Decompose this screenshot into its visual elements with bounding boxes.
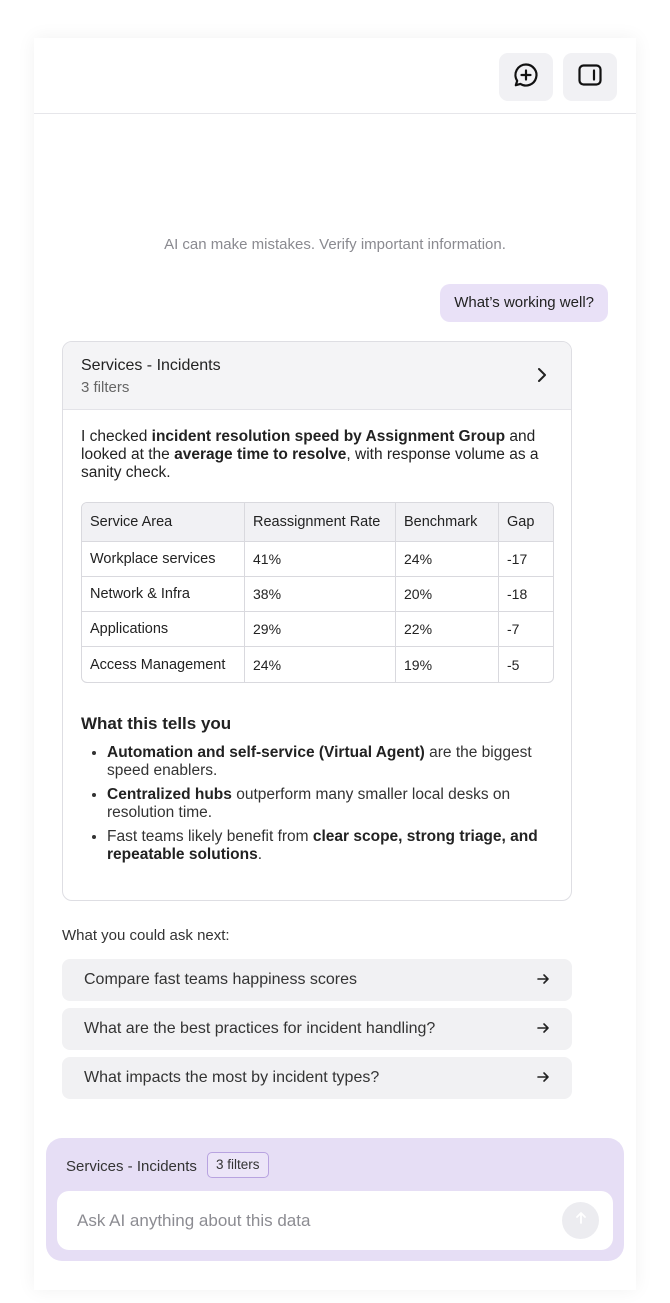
arrow-up-icon bbox=[574, 1211, 588, 1230]
table-cell: -18 bbox=[499, 577, 553, 612]
ai-disclaimer: AI can make mistakes. Verify important information. bbox=[164, 236, 506, 253]
table-cell: 29% bbox=[245, 612, 396, 647]
suggestion-text: Compare fast teams happiness scores bbox=[84, 971, 358, 988]
table-cell: -7 bbox=[499, 612, 553, 647]
table-cell: 38% bbox=[245, 577, 396, 612]
table-cell: Network & Infra bbox=[82, 577, 245, 612]
column-header: Service Area bbox=[82, 503, 245, 542]
chat-panel bbox=[34, 38, 636, 1290]
response-card bbox=[62, 341, 572, 901]
arrow-right-icon bbox=[536, 972, 550, 991]
sidebar-panel-icon bbox=[576, 61, 604, 94]
table-row bbox=[82, 577, 553, 612]
table-cell: 41% bbox=[245, 542, 396, 577]
column-header: Gap bbox=[499, 503, 553, 542]
ask-next-label: What you could ask next: bbox=[62, 927, 230, 944]
table-cell: Access Management bbox=[82, 647, 245, 682]
table-cell: Workplace services bbox=[82, 542, 245, 577]
insights-heading: What this tells you bbox=[81, 714, 232, 733]
table-row bbox=[82, 647, 553, 682]
column-header: Reassignment Rate bbox=[245, 503, 396, 542]
send-button[interactable] bbox=[562, 1202, 599, 1239]
column-header: Benchmark bbox=[396, 503, 499, 542]
suggestion-chip[interactable] bbox=[62, 959, 572, 1001]
chat-input-container bbox=[57, 1191, 613, 1250]
table-cell: Applications bbox=[82, 612, 245, 647]
response-body bbox=[63, 410, 571, 864]
context-dataset-label: Services - Incidents bbox=[66, 1158, 197, 1175]
results-table bbox=[81, 502, 554, 683]
suggestion-chip[interactable] bbox=[62, 1057, 572, 1099]
chat-composer bbox=[46, 1138, 624, 1261]
suggestion-text: What impacts the most by incident types? bbox=[84, 1069, 380, 1086]
suggestion-chip[interactable] bbox=[62, 1008, 572, 1050]
table-cell: 19% bbox=[396, 647, 499, 682]
table-cell: -5 bbox=[507, 656, 520, 673]
table-cell: 24% bbox=[245, 647, 396, 682]
dataset-title: Services - Incidents bbox=[81, 357, 221, 374]
arrow-right-icon bbox=[536, 1021, 550, 1040]
chat-header bbox=[34, 38, 636, 114]
chat-input[interactable] bbox=[77, 1207, 547, 1235]
table-cell: 20% bbox=[396, 577, 499, 612]
filter-count-badge[interactable]: 3 filters bbox=[207, 1152, 269, 1178]
response-intro: I checked incident resolution speed by Assignment Group and looked at the average time to resolve, with response volume as a sanity check. bbox=[81, 428, 539, 481]
list-item: • Centralized hubs outperform many smaller local desks on resolution time. bbox=[107, 786, 553, 822]
new-chat-button[interactable] bbox=[499, 53, 553, 101]
table-cell: 22% bbox=[396, 612, 499, 647]
user-message-bubble: What’s working well? bbox=[440, 284, 608, 322]
list-item: • Automation and self-service (Virtual Agent) are the biggest speed enablers. bbox=[107, 744, 553, 780]
table-row bbox=[82, 542, 553, 577]
list-item: • Fast teams likely benefit from clear scope, strong triage, and repeatable solutions. bbox=[107, 828, 553, 864]
suggestion-text: What are the best practices for incident handling? bbox=[84, 1020, 436, 1037]
table-cell: -17 bbox=[499, 542, 553, 577]
arrow-right-icon bbox=[536, 1070, 550, 1089]
table-row bbox=[82, 612, 553, 647]
table-cell: 24% bbox=[396, 542, 499, 577]
insights-list bbox=[81, 744, 553, 864]
dataset-header[interactable] bbox=[63, 342, 571, 410]
new-chat-icon bbox=[512, 61, 540, 94]
sidebar-toggle-button[interactable] bbox=[563, 53, 617, 101]
dataset-filter-count: 3 filters bbox=[81, 379, 130, 396]
chevron-right-icon bbox=[535, 366, 549, 389]
table-header-row bbox=[82, 503, 553, 542]
